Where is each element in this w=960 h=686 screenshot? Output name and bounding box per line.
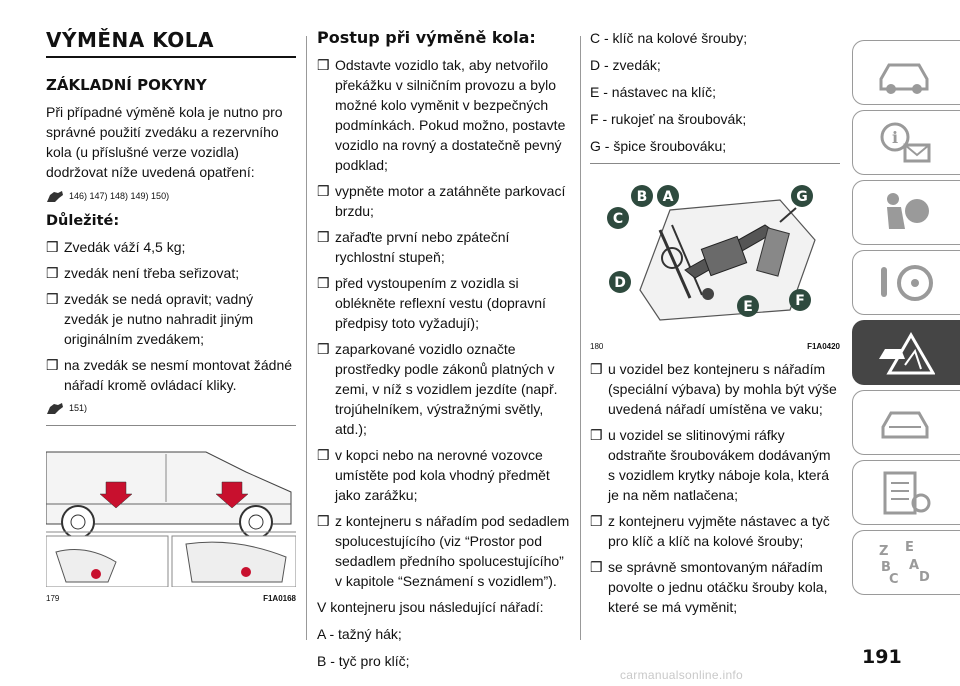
list-item: ❒ zvedák se nedá opravit; vadný zvedák je nutno nahradit jiným originálním zvedákem; <box>46 291 254 347</box>
middle-column <box>317 28 572 678</box>
label-f: F <box>795 293 805 309</box>
list-item: ❒ vypněte motor a zatáhněte parkovací brzdu; <box>317 183 566 219</box>
list-item: ❒ zvedák není třeba seřizovat; <box>46 265 240 281</box>
svg-text:D: D <box>919 570 930 585</box>
warning-hand-icon <box>46 401 64 415</box>
figure-code: F1A0420 <box>807 342 840 351</box>
warning-reference-1 <box>46 189 296 203</box>
figure-caption <box>46 594 296 603</box>
list-item: ❒ zařaďte první nebo zpáteční rychlostní stupeň; <box>317 229 510 265</box>
tool-a: A - tažný hák; <box>317 626 402 642</box>
van-jacking-points-illustration <box>46 432 296 587</box>
tab-dashboard[interactable] <box>852 40 960 105</box>
car-dashboard-icon <box>875 49 935 97</box>
label-d: D <box>614 275 626 291</box>
warning-reference-2 <box>46 401 296 415</box>
important-heading: Důležité: <box>46 213 120 229</box>
tool-b: B - tyč pro klíč; <box>317 653 410 669</box>
tab-maintenance[interactable] <box>852 390 960 455</box>
list-item: ❒ z kontejneru s nářadím pod sedadlem spolucestujícího (viz “Prostor pod sedadlem předního spolucestujícího” v kapitole “Seznámení s vozidlem”). <box>317 513 570 589</box>
svg-text:B: B <box>881 560 891 575</box>
svg-text:E: E <box>905 540 914 555</box>
tab-index[interactable] <box>852 530 960 595</box>
tab-information[interactable] <box>852 110 960 175</box>
list-item: ❒ v kopci nebo na nerovné vozovce umístěte pod kola vhodný předmět jako zarážku; <box>317 447 550 503</box>
tab-safety[interactable] <box>852 180 960 245</box>
figure-number: 179 <box>46 594 60 603</box>
left-column <box>46 28 296 603</box>
figure-code: F1A0168 <box>263 594 296 603</box>
figure-caption <box>590 342 840 351</box>
list-item: ❒ se správně smontovaným nářadím povolte o jednu otáčku šrouby kola, které se má vyměnit; <box>590 559 828 615</box>
warning-refs: 146) 147) 148) 149) 150) <box>69 191 170 201</box>
list-item: ❒ před vystoupením z vozidla si oblékněte reflexní vestu (dopravní předpisy toto vyžadují); <box>317 275 546 331</box>
list-item: ❒ na zvedák se nesmí montovat žádné nářadí kromě ovládací kliky. <box>46 357 293 393</box>
tool-kit-illustration <box>590 170 835 335</box>
label-e: E <box>743 299 753 315</box>
tool-g: G - špice šroubováku; <box>590 138 727 154</box>
warning-hand-icon <box>46 189 64 203</box>
warning-triangle-icon <box>875 329 935 377</box>
list-item: ❒ Zvedák váží 4,5 kg; <box>46 239 186 255</box>
label-g: G <box>796 189 808 205</box>
figure-179 <box>46 425 296 603</box>
procedure-heading: Postup při výměně kola: <box>317 28 536 47</box>
watermark: carmanualsonline.info <box>620 668 744 682</box>
label-c: C <box>612 211 624 227</box>
tool-f: F - rukojeť na šroubovák; <box>590 111 747 127</box>
list-item: ❒ zaparkované vozidlo označte prostředky podle zákonů platných v zemi, v níž s vozidlem jezdíte (např. trojúhelníkem, výstražnými světly, atd.); <box>317 341 558 437</box>
label-a: A <box>662 189 674 205</box>
warning-refs: 151) <box>69 403 88 413</box>
figure-180 <box>590 163 840 351</box>
intro-paragraph: Při případné výměně kola je nutno pro správné použití zvedáku a rezervního kola (u příslušné verze vozidla) dodržovat níže uvedená opatření: <box>46 104 283 180</box>
tool-d: D - zvedák; <box>590 57 661 73</box>
section-heading: ZÁKLADNÍ POKYNY <box>46 76 207 94</box>
alphabet-index-icon <box>875 539 935 587</box>
figure-number: 180 <box>590 342 604 351</box>
tool-c: C - klíč na kolové šrouby; <box>590 30 748 46</box>
list-item: ❒ u vozidel bez kontejneru s nářadím (speciální výbava) by mohla být výše uvedená nářadí umístěna ve vaku; <box>590 361 837 417</box>
tool-e: E - nástavec na klíč; <box>590 84 717 100</box>
title-rule <box>46 56 296 58</box>
column-divider <box>580 36 581 640</box>
svg-text:C: C <box>889 572 899 587</box>
label-b: B <box>636 189 648 205</box>
spec-sheet-icon <box>875 469 935 517</box>
tab-technical-data[interactable] <box>852 460 960 525</box>
right-column <box>590 28 840 623</box>
svg-text:i: i <box>891 128 899 147</box>
list-item: ❒ Odstavte vozidlo tak, aby netvořilo překážku v silničním provozu a bylo možné kolo vyměnit v bezpečných podmínkách. Pokud možno, postavte vozidlo na rovný a dostatečně pevný podklad; <box>317 57 566 173</box>
page-title: VÝMĚNA KOLA <box>46 28 215 52</box>
svg-text:A: A <box>909 558 920 573</box>
column-divider <box>306 36 307 640</box>
tab-emergencies[interactable] <box>852 320 960 385</box>
tab-starting-driving[interactable] <box>852 250 960 315</box>
airbag-icon <box>875 189 935 237</box>
info-mail-icon <box>875 119 935 167</box>
tools-intro: V kontejneru jsou následující nářadí: <box>317 599 544 615</box>
car-service-icon <box>875 399 935 447</box>
list-item: ❒ u vozidel se slitinovými ráfky odstraňte šroubovákem dodávaným s vozidlem krytky náboje kola, která je na něm natlačena; <box>590 427 831 503</box>
steering-wheel-icon <box>875 259 935 307</box>
svg-text:Z: Z <box>879 544 889 559</box>
list-item: ❒ z kontejneru vyjměte nástavec a tyč pro klíč a klíč na kolové šrouby; <box>590 513 830 549</box>
page-number: 191 <box>862 646 902 668</box>
